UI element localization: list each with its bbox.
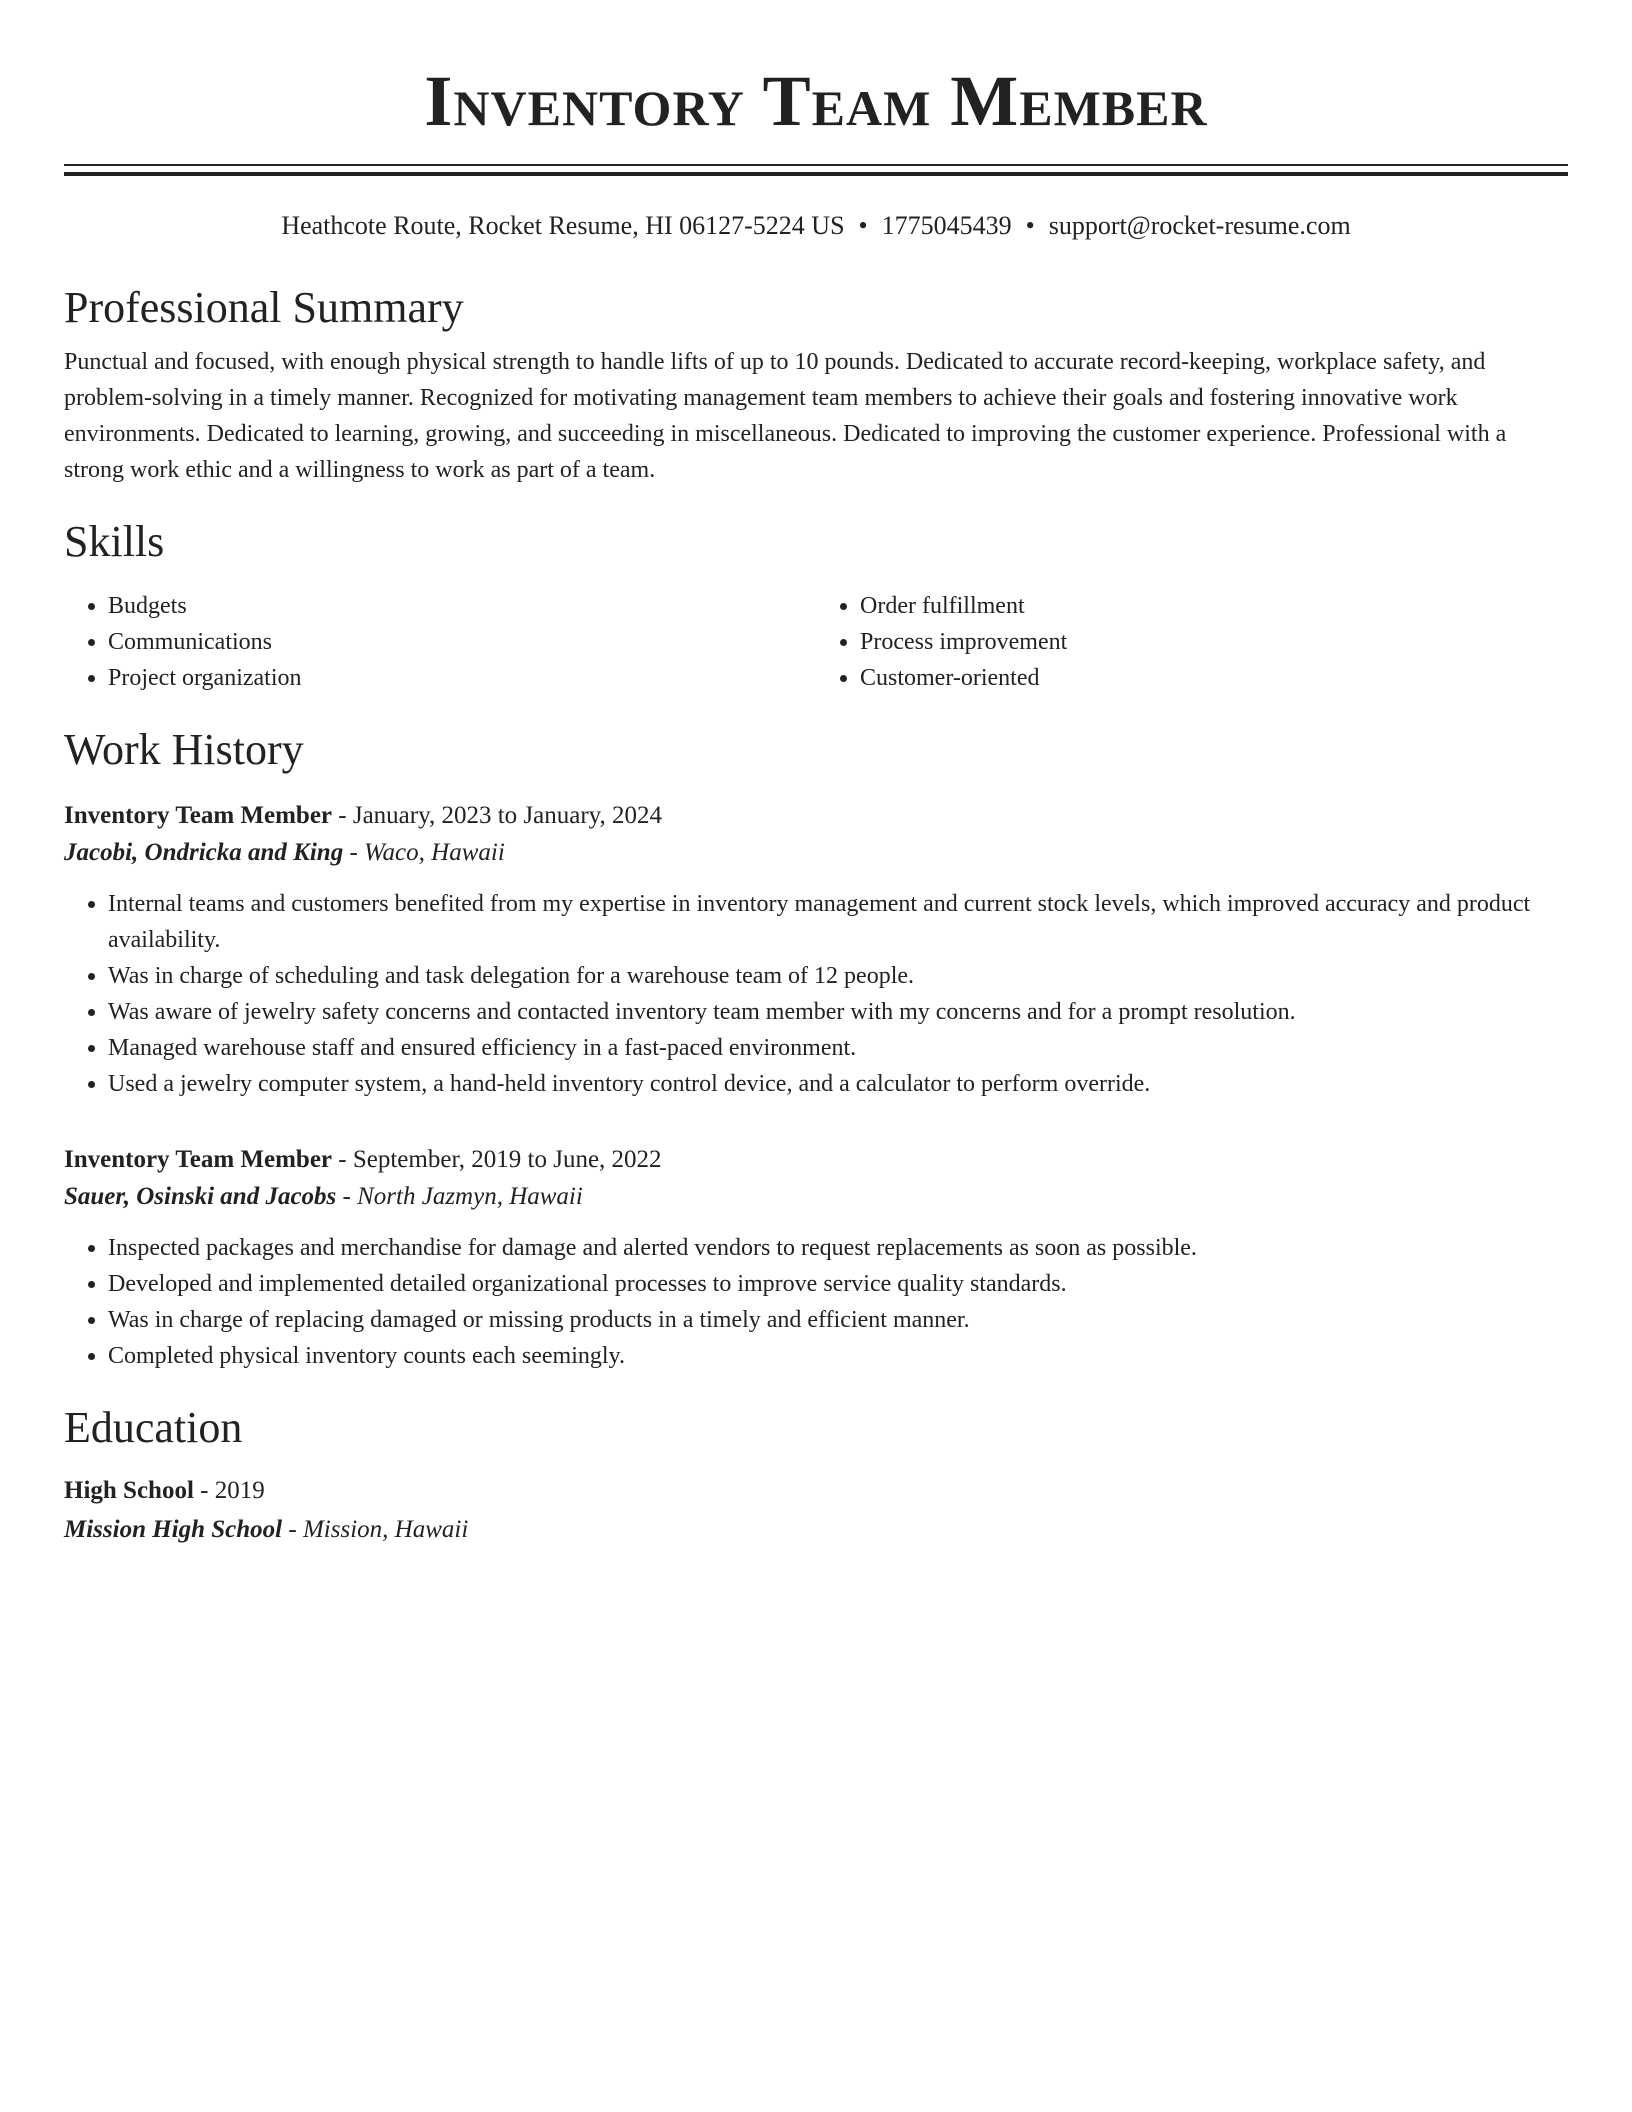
job-dates: - January, 2023 to January, 2024 (332, 802, 663, 829)
employer-line (64, 834, 1568, 872)
summary-section (64, 282, 1568, 488)
skill-item: • Order fulfillment (860, 588, 1568, 624)
skill-item: • Communications (108, 624, 816, 660)
job-bullet: • Inspected packages and merchandise for damage and alerted vendors to request replacements as soon as possible. (108, 1230, 1568, 1266)
divider-thin-line (64, 164, 1568, 166)
contact-line (64, 210, 1568, 242)
education-entry (64, 1472, 1568, 1550)
skills-list-right (816, 588, 1568, 696)
degree-line (64, 1472, 1568, 1510)
contact-address: Heathcote Route, Rocket Resume, HI 06127-5224 US (281, 211, 845, 240)
education-section (64, 1402, 1568, 1550)
skills-heading: Skills (64, 517, 165, 566)
employer-name: Sauer, Osinski and Jacobs (64, 1183, 337, 1210)
education-heading: Education (64, 1403, 243, 1452)
job-bullet: • Was in charge of replacing damaged or missing products in a timely and efficient manner. (108, 1302, 1568, 1338)
job-bullet: • Was in charge of scheduling and task delegation for a warehouse team of 12 people. (108, 958, 1568, 994)
job-bullets (64, 1230, 1568, 1374)
job-entry (64, 798, 1568, 1102)
employer-line (64, 1178, 1568, 1216)
job-bullet: • Managed warehouse staff and ensured efficiency in a fast-paced environment. (108, 1030, 1568, 1066)
title-divider (64, 164, 1568, 176)
skills-section (64, 516, 1568, 696)
skills-columns (64, 588, 1568, 696)
divider-thick-line (64, 172, 1568, 176)
skill-item: • Budgets (108, 588, 816, 624)
school-name: Mission High School (64, 1516, 283, 1543)
skills-list-left (64, 588, 816, 696)
school-location: - Mission, Hawaii (282, 1516, 469, 1543)
employer-location: - North Jazmyn, Hawaii (336, 1183, 583, 1210)
job-bullet: • Developed and implemented detailed organizational processes to improve service quality standards. (108, 1266, 1568, 1302)
job-title-line (64, 798, 1568, 834)
skill-item: • Project organization (108, 660, 816, 696)
work-history-section (64, 724, 1568, 1374)
contact-phone: 1775045439 (881, 211, 1012, 240)
job-dates: - September, 2019 to June, 2022 (332, 1146, 662, 1173)
summary-heading: Professional Summary (64, 283, 464, 332)
job-bullets (64, 886, 1568, 1102)
summary-text: Punctual and focused, with enough physical strength to handle lifts of up to 10 pounds. Dedicated to accurate record-keeping, workplace safety, and problem-solving in a timely manner. Recognized for motivating management team members to achieve their goals and fostering innovative work environments. Dedicated to learning, growing, and succeeding in miscellaneous. Dedicated to improving the customer experience. Professional with a strong work ethic and a willingness to work as part of a team. (64, 349, 1507, 483)
work-history-heading: Work History (64, 725, 304, 774)
resume-title: Inventory Team Member (424, 61, 1208, 141)
job-bullet: • Completed physical inventory counts each seemingly. (108, 1338, 1568, 1374)
contact-separator: • (1025, 211, 1035, 240)
job-bullet: • Used a jewelry computer system, a hand-held inventory control device, and a calculator to perform override. (108, 1066, 1568, 1102)
job-bullet: • Was aware of jewelry safety concerns and contacted inventory team member with my concerns and for a prompt resolution. (108, 994, 1568, 1030)
employer-name: Jacobi, Ondricka and King (64, 839, 344, 866)
job-title: Inventory Team Member (64, 802, 333, 829)
job-bullet: • Internal teams and customers benefited from my expertise in inventory management and current stock levels, which improved accuracy and product availability. (108, 886, 1568, 958)
employer-location: - Waco, Hawaii (343, 839, 505, 866)
job-entry (64, 1142, 1568, 1374)
contact-separator: • (858, 211, 868, 240)
graduation-year: - 2019 (193, 1477, 265, 1504)
degree-name: High School (64, 1477, 194, 1504)
school-line (64, 1510, 1568, 1550)
contact-email: support@rocket-resume.com (1048, 211, 1351, 240)
skill-item: • Process improvement (860, 624, 1568, 660)
job-title: Inventory Team Member (64, 1146, 333, 1173)
job-title-line (64, 1142, 1568, 1178)
skill-item: • Customer-oriented (860, 660, 1568, 696)
